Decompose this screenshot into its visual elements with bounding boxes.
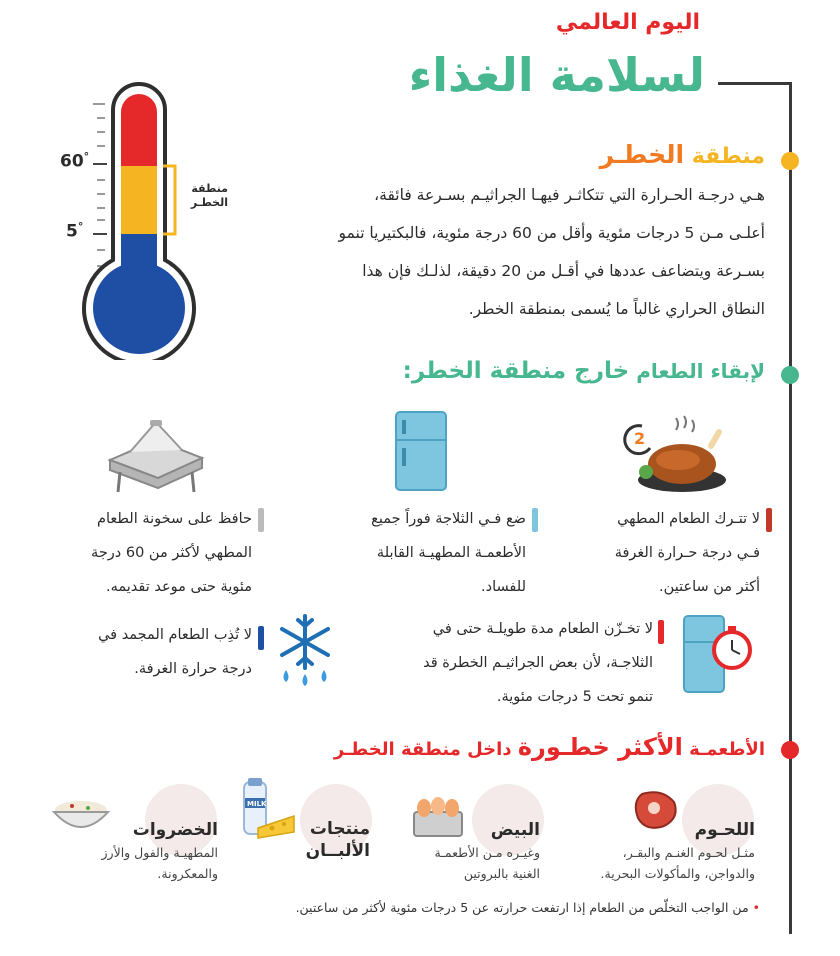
svg-text:MILK: MILK	[247, 800, 267, 808]
roast-chicken-timer-icon	[620, 408, 730, 502]
tip-text-2: ضع فـي الثلاجة فوراً جميع الأطعمـة المطهيـة القابلة للفساد.	[371, 511, 526, 595]
tip-text-3: حافظ على سخونة الطعام المطهي لأكثر من 60 درجة مئوية حتى موعد تقديمه.	[91, 511, 252, 595]
food-desc-meat: مثـل لحـوم الغنـم والبقـر، والدواجن، والمأكولات البحرية.	[600, 845, 755, 881]
food-desc-vegetables: المطهيـة والفول والأرز والمعكرونة.	[101, 845, 218, 881]
timeline-dot-danger-zone	[781, 152, 799, 170]
tip-text-1: لا تتـرك الطعام المطهي فـي درجة حـرارة الغرفة أكثر من ساعتين.	[614, 511, 760, 595]
footnote: • من الواجب التخلّص من الطعام إذا ارتفعت حرارته عن 5 درجات مئوية لأكثر من ساعتين.	[295, 900, 760, 915]
food-name-dairy: منتجات الألبــان	[305, 819, 370, 861]
danger-zone-heading: منطقة الخطـر	[599, 140, 765, 169]
risky-foods-heading: الأطعمـة الأكثر خطـورة داخل منطقة الخطـر	[333, 733, 765, 761]
food-name-eggs: البيض	[490, 820, 540, 840]
header-subtitle: اليوم العالمي	[555, 10, 700, 35]
tip-bullet-2	[532, 508, 538, 532]
svg-text:2: 2	[634, 429, 646, 448]
tip-bullet-3	[258, 508, 264, 532]
timeline-dot-risky-foods	[781, 741, 799, 759]
keep-out-heading: لإبقاء الطعام خارج منطقة الخطر:	[402, 358, 765, 384]
rice-bowl-icon	[50, 796, 112, 840]
thaw-snowflake-icon	[270, 612, 340, 692]
refrigerator-icon	[394, 410, 448, 498]
chafing-dish-icon	[100, 412, 210, 500]
tip-bullet-1	[766, 508, 772, 532]
timeline-line	[789, 82, 792, 934]
thermometer-label-5: 5°	[66, 220, 84, 242]
thermometer	[55, 80, 255, 360]
thermometer-zone-label: منطقة الخطـر	[190, 182, 228, 209]
danger-zone-text: هـي درجـة الحـرارة التي تتكاثـر فيهـا الجراثيـم بسـرعة فائقة، أعلـى مـن 5 درجات مئوية وأقل من 60 درجة مئوية، فالبكتيريا تنمو بسـرعة ويتضاعف عددها في أقـل من 20 دقيقة، لذلـك فإن هذا النطاق الحراري غالباً ما يُسمى بمنطقة الخطر.	[338, 186, 765, 318]
page-title: لسلامة الغذاء	[408, 48, 705, 102]
tip-bullet-5	[258, 626, 264, 650]
tip-bullet-4	[658, 620, 664, 644]
timeline-connector	[718, 82, 792, 85]
food-name-meat: اللحـوم	[694, 820, 755, 840]
food-desc-eggs: وغيـره مـن الأطعمـة الغنية بالبروتين	[434, 845, 540, 881]
timeline-dot-keep-out	[781, 366, 799, 384]
food-name-vegetables: الخضروات	[132, 820, 218, 840]
thermometer-label-60: 60°	[60, 150, 90, 172]
tip-text-5: لا تُذِب الطعام المجمد في درجة حرارة الغرفة.	[98, 627, 252, 677]
tip-text-4: لا تخـزّن الطعام مدة طويلـة حتى في الثلاجـة، لأن بعض الجراثيـم الخطرة قد تنمو تحت 5 درجات مئوية.	[423, 621, 653, 705]
fridge-stopwatch-icon	[680, 612, 760, 700]
